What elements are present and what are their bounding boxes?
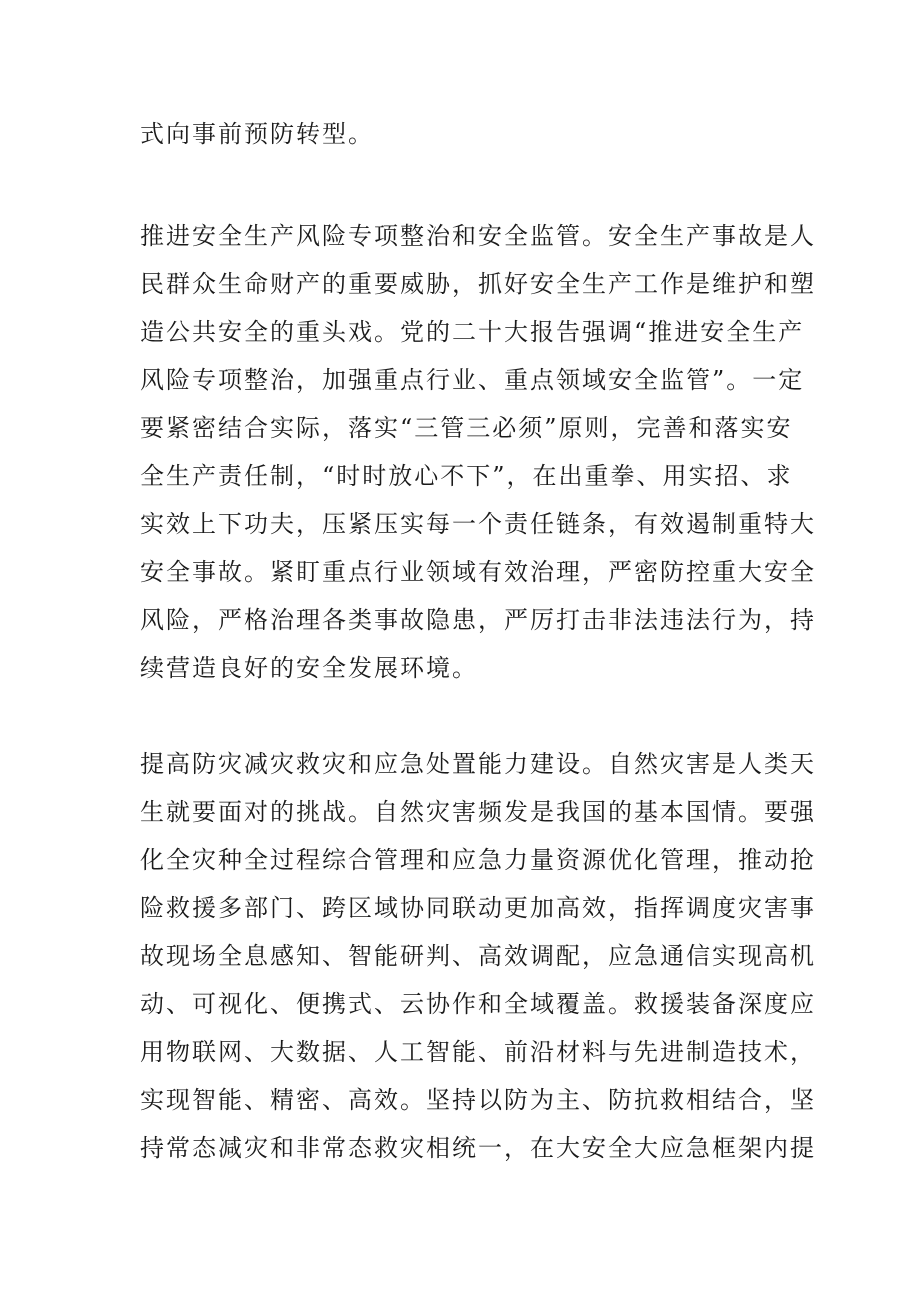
text-line: 实现智能、精密、高效。坚持以防为主、防抗救相结合，坚 [140, 1086, 816, 1114]
text-line: 造公共安全的重头戏。党的二十大报告强调“推进安全生产 [140, 318, 805, 346]
text-line: 全生产责任制，“时时放心不下”，在出重拳、用实招、求 [140, 462, 793, 490]
text-line: 提高防灾减灾救灾和应急处置能力建设。自然灾害是人类天 [140, 750, 816, 778]
text-line: 化全灾种全过程综合管理和应急力量资源优化管理，推动抢 [140, 846, 816, 874]
text-line: 故现场全息感知、智能研判、高效调配，应急通信实现高机 [140, 942, 816, 970]
text-line: 民群众生命财产的重要威胁，抓好安全生产工作是维护和塑 [140, 270, 816, 298]
text-line: 动、可视化、便携式、云协作和全域覆盖。救援装备深度应 [140, 990, 816, 1018]
text-line: 风险，严格治理各类事故隐患，严厉打击非法违法行为，持 [140, 606, 816, 634]
paragraph-continuation [140, 110, 790, 158]
text-line: 要紧密结合实际，落实“三管三必须”原则，完善和落实安 [140, 414, 793, 442]
paragraph-disaster-prevention [140, 740, 816, 1172]
text-line: 持常态减灾和非常态救灾相统一，在大安全大应急框架内提 [140, 1134, 816, 1162]
text-line: 险救援多部门、跨区域协同联动更加高效，指挥调度灾害事 [140, 894, 816, 922]
text-line: 安全事故。紧盯重点行业领域有效治理，严密防控重大安全 [140, 558, 816, 586]
text-line: 用物联网、大数据、人工智能、前沿材料与先进制造技术， [140, 1038, 816, 1066]
text-line: 推进安全生产风险专项整治和安全监管。安全生产事故是人 [140, 222, 816, 250]
text-line: 风险专项整治，加强重点行业、重点领域安全监管”。一定 [140, 366, 805, 394]
text-line: 实效上下功夫，压紧压实每一个责任链条，有效遏制重特大 [140, 510, 816, 538]
text-line: 式向事前预防转型。 [140, 120, 374, 148]
text-line: 生就要面对的挑战。自然灾害频发是我国的基本国情。要强 [140, 798, 816, 826]
text-line: 续营造良好的安全发展环境。 [140, 654, 478, 682]
paragraph-safety-production [140, 212, 816, 692]
